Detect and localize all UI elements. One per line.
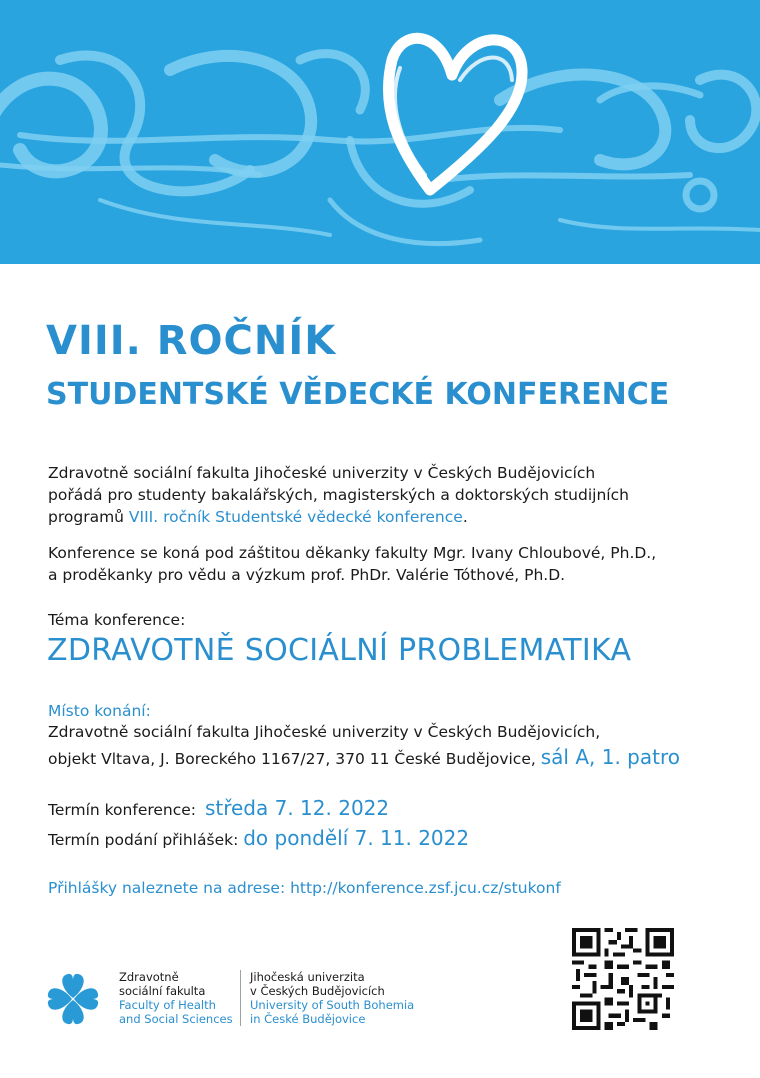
brush-pattern-image bbox=[0, 0, 760, 264]
footer-divider bbox=[240, 970, 241, 1026]
venue-room: sál A, 1. patro bbox=[540, 745, 680, 769]
venue-line-1: Zdravotně sociální fakulta Jihočeské univerzity v Českých Budějovicích, bbox=[48, 723, 601, 741]
faculty-en-line-1: Faculty of Health bbox=[119, 998, 216, 1012]
page-title-edition: VIII. ROČNÍK bbox=[46, 318, 337, 364]
deadline-label: Termín podání přihlášek: bbox=[48, 831, 244, 849]
conference-name-highlight: VIII. ročník Studentské vědecké konference bbox=[128, 508, 463, 526]
conference-date-value: středa 7. 12. 2022 bbox=[204, 796, 390, 820]
intro-line-3-prefix: programů bbox=[48, 508, 129, 526]
theme-label: Téma konference: bbox=[48, 611, 186, 629]
university-cz-line-1: Jihočeská univerzita bbox=[250, 970, 365, 984]
theme-value: ZDRAVOTNĚ SOCIÁLNÍ PROBLEMATIKA bbox=[47, 633, 632, 668]
intro-line-1: Zdravotně sociální fakulta Jihočeské univerzity v Českých Budějovicích bbox=[48, 464, 596, 482]
page-title-event: STUDENTSKÉ VĚDECKÉ KONFERENCE bbox=[46, 377, 670, 412]
intro-line-3-suffix: . bbox=[462, 508, 468, 526]
deadline-row bbox=[48, 826, 469, 850]
faculty-cz-line-1: Zdravotně bbox=[119, 970, 179, 984]
conference-date-label: Termín konference: bbox=[48, 801, 201, 819]
venue-address: objekt Vltava, J. Boreckého 1167/27, 370 11 České Budějovice, bbox=[48, 750, 541, 768]
university-en-line-1: University of South Bohemia bbox=[250, 998, 415, 1012]
patronage-line-2: a proděkanky pro vědu a výzkum prof. PhDr. Valérie Tóthové, Ph.D. bbox=[48, 566, 566, 584]
university-cz-line-2: v Českých Budějovicích bbox=[250, 984, 385, 998]
patronage-line-1: Konference se koná pod záštitou děkanky fakulty Mgr. Ivany Chloubové, Ph.D., bbox=[48, 544, 657, 562]
intro-line-2: pořádá pro studenty bakalářských, magisterských a doktorských studijních bbox=[48, 486, 629, 504]
university-en-line-2: in České Budějovice bbox=[250, 1012, 366, 1026]
university-name-block bbox=[250, 970, 414, 1026]
venue-line-2 bbox=[48, 745, 680, 769]
venue-label: Místo konání: bbox=[48, 702, 151, 720]
clover-heart-logo-icon bbox=[42, 968, 104, 1030]
faculty-en-line-2: and Social Sciences bbox=[119, 1012, 233, 1026]
conference-date-row bbox=[48, 796, 389, 820]
header-banner bbox=[0, 0, 760, 264]
qr-code-icon[interactable] bbox=[572, 928, 674, 1030]
faculty-cz-line-2: sociální fakulta bbox=[119, 984, 206, 998]
faculty-name-block bbox=[119, 970, 233, 1026]
registration-link[interactable]: Přihlášky naleznete na adrese: http://konference.zsf.jcu.cz/stukonf bbox=[48, 879, 561, 897]
intro-line-3 bbox=[48, 506, 629, 528]
intro-paragraph bbox=[48, 462, 629, 528]
patronage-paragraph bbox=[48, 542, 656, 586]
deadline-value: do pondělí 7. 11. 2022 bbox=[243, 826, 470, 850]
